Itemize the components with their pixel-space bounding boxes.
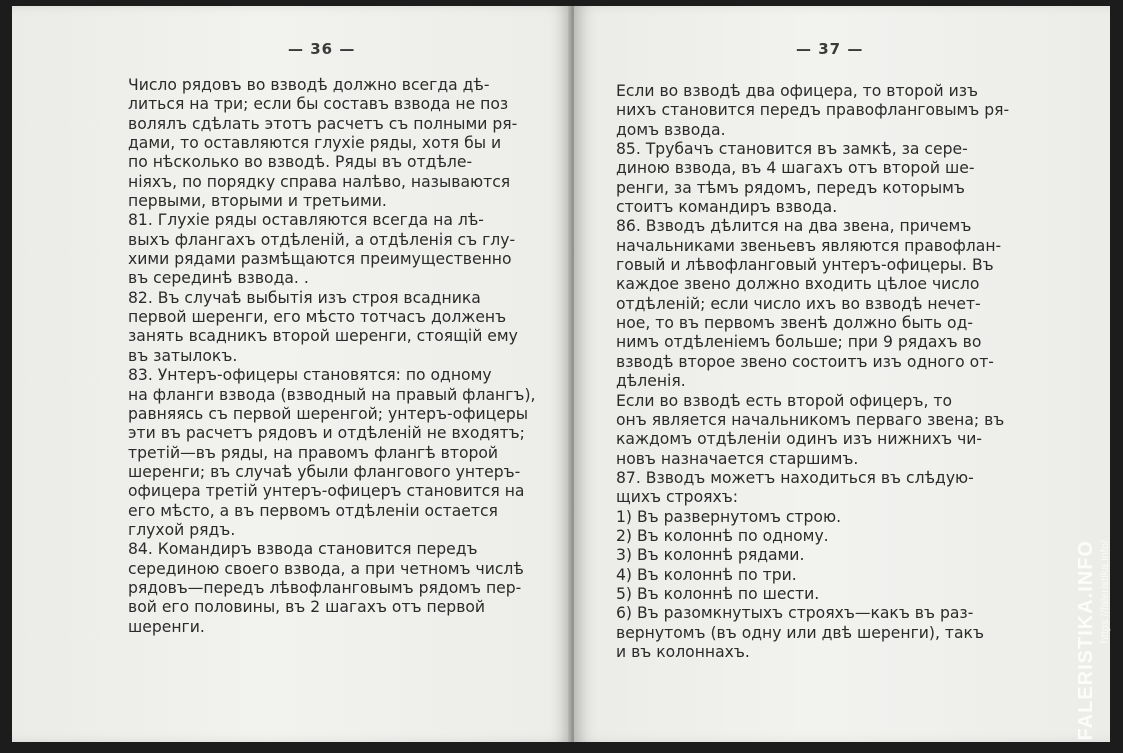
left-page-number: — 36 —: [288, 40, 356, 58]
text-line: дѣленія.: [616, 372, 686, 391]
text-line: первой шеренги, его мѣсто тотчасъ долженъ: [128, 308, 507, 327]
text-line: его мѣсто, а въ первомъ отдѣленіи остается: [128, 501, 498, 520]
text-line: 1) Въ развернутомъ строю.: [616, 507, 842, 526]
text-line: стоитъ командиръ взвода.: [616, 198, 838, 217]
text-line: волялъ сдѣлать этотъ расчетъ съ полными ря-: [128, 114, 518, 133]
text-line: выхъ флангахъ отдѣленій, а отдѣленія съ глу-: [128, 230, 516, 249]
text-line: серединою своего взвода, а при четномъ числѣ: [128, 559, 524, 578]
text-line: нихъ становится передъ правофланговымъ ря-: [616, 101, 1010, 120]
text-line: эти въ расчетъ рядовъ и отдѣленій не входятъ;: [128, 424, 525, 443]
watermark-brand: FALERISTIKA.INFO: [1075, 540, 1097, 741]
text-line: на фланги взвода (взводный на правый флангъ),: [128, 385, 536, 404]
text-line: Если во взводѣ есть второй офицеръ, то: [616, 391, 953, 410]
left-page-text: [128, 76, 556, 637]
text-line: Число рядовъ во взводѣ должно всегда дѣ-: [128, 76, 490, 94]
text-line: дами, то оставляются глухіе ряды, хотя бы и: [128, 134, 502, 153]
book-spread: [12, 6, 1110, 742]
text-line: диною взвода, въ 4 шагахъ отъ второй ше-: [616, 159, 975, 178]
text-line: 85. Трубачъ становится въ замкѣ, за сере-: [616, 140, 968, 159]
text-line: Если во взводѣ два офицера, то второй изъ: [616, 82, 979, 100]
text-line: глухой рядъ.: [128, 520, 236, 539]
text-line: 83. Унтеръ-офицеры становятся: по одному: [128, 366, 492, 385]
text-line: 2) Въ колоннѣ по одному.: [616, 526, 829, 545]
text-line: домъ взвода.: [616, 120, 726, 139]
text-line: въ серединѣ взвода. .: [128, 269, 309, 288]
text-line: шеренги; въ случаѣ убыли флангового унтеръ-: [128, 462, 521, 481]
text-line: 81. Глухіе ряды оставляются всегда на лѣ-: [128, 211, 484, 230]
text-line: начальниками звеньевъ являются правофлан-: [616, 236, 1002, 255]
text-line: и въ колоннахъ.: [616, 642, 750, 661]
text-line: вой его половины, въ 2 шагахъ отъ первой: [128, 598, 486, 617]
text-line: въ затылокъ.: [128, 346, 238, 365]
watermark-url: https://faleristika.info/: [1099, 540, 1111, 644]
text-line: ное, то въ первомъ звенѣ должно быть од-: [616, 314, 973, 333]
text-line: первыми, вторыми и третьими.: [128, 192, 387, 211]
watermark: [1059, 540, 1119, 740]
right-page-text: [616, 82, 1036, 662]
text-line: третій—въ ряды, на правомъ флангѣ второй: [128, 443, 499, 462]
text-line: каждое звено должно входить цѣлое число: [616, 275, 980, 294]
text-line: 3) Въ колоннѣ рядами.: [616, 546, 805, 565]
text-line: 86. Взводъ дѣлится на два звена, причемъ: [616, 217, 972, 236]
text-line: шеренги.: [128, 617, 205, 636]
text-line: онъ является начальникомъ перваго звена; въ: [616, 410, 1005, 429]
text-line: 84. Командиръ взвода становится передъ: [128, 540, 478, 559]
text-line: 87. Взводъ можетъ находиться въ слѣдую-: [616, 468, 974, 487]
text-line: нимъ отдѣленіемъ больше; при 9 рядахъ во: [616, 333, 982, 352]
text-line: 6) Въ разомкнутыхъ строяхъ—какъ въ раз-: [616, 604, 974, 623]
text-line: щихъ строяхъ:: [616, 488, 739, 507]
right-page-number: — 37 —: [796, 40, 864, 58]
text-line: 5) Въ колоннѣ по шести.: [616, 584, 820, 603]
text-line: офицера третій унтеръ-офицеръ становится на: [128, 482, 525, 501]
text-line: занять всадникъ второй шеренги, стоящій ему: [128, 327, 518, 346]
text-line: ніяхъ, по порядку справа налѣво, называются: [128, 172, 511, 191]
text-line: хими рядами размѣщаются преимущественно: [128, 250, 512, 269]
right-page: [574, 6, 1110, 742]
text-line: вернутомъ (въ одну или двѣ шеренги), такъ: [616, 623, 984, 642]
text-line: каждомъ отдѣленіи одинъ изъ нижнихъ чи-: [616, 430, 983, 449]
text-line: литься на три; если бы составъ взвода не поз: [128, 95, 509, 114]
left-page: [12, 6, 572, 742]
text-line: равняясь съ первой шеренгой; унтеръ-офицеры: [128, 404, 529, 423]
text-line: по нѣсколько во взводѣ. Ряды въ отдѣле-: [128, 153, 473, 172]
text-line: 4) Въ колоннѣ по три.: [616, 565, 797, 584]
text-line: говый и лѣвофланговый унтеръ-офицеры. Въ: [616, 256, 994, 275]
text-line: отдѣленій; если число ихъ во взводѣ нечет-: [616, 294, 981, 313]
text-line: ренги, за тѣмъ рядомъ, передъ которымъ: [616, 178, 965, 197]
text-line: 82. Въ случаѣ выбытія изъ строя всадника: [128, 288, 481, 307]
text-line: новъ назначается старшимъ.: [616, 449, 859, 468]
text-line: рядовъ—передъ лѣвофланговымъ рядомъ пер-: [128, 578, 522, 597]
text-line: взводѣ второе звено состоитъ изъ одного от-: [616, 352, 994, 371]
